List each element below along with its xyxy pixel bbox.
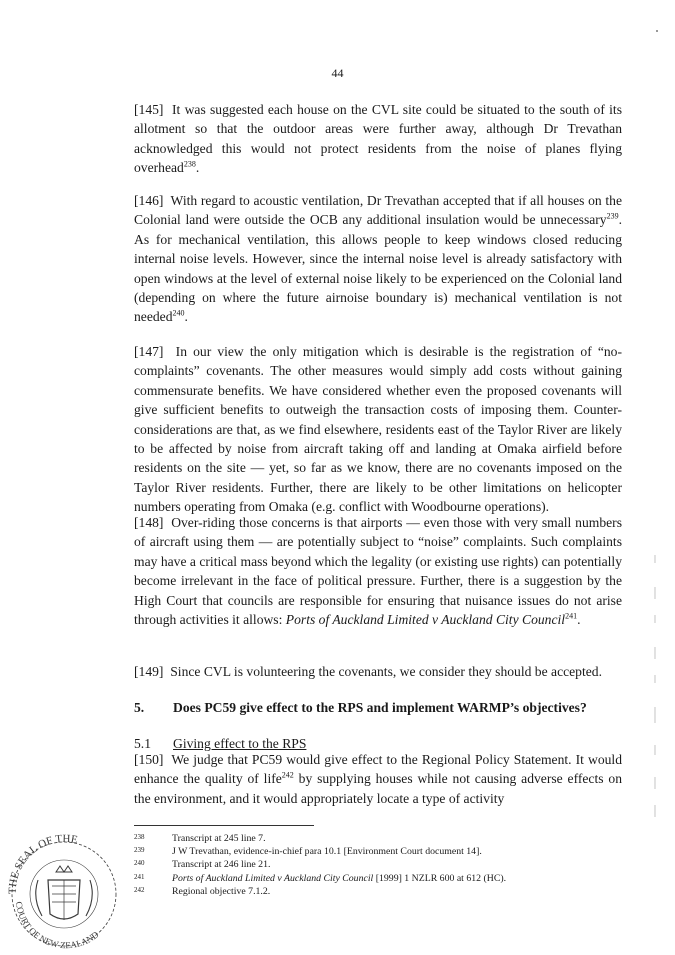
paragraph-text-end: by supplying houses while not causing adverse effects on the environment, and it would appropriately locate a type of activity (134, 771, 622, 806)
footnote-number: 241 (134, 872, 145, 881)
footnote-text: J W Trevathan, evidence-in-chief para 10.1 [Environment Court document 14]. (172, 846, 482, 858)
paragraph-number: [150] (134, 752, 164, 767)
footnote-239 (134, 845, 614, 858)
seal-text-bottom: COURT OF NEW ZEALAND (13, 900, 101, 951)
footnote-text (172, 872, 614, 885)
paragraph-text: With regard to acoustic ventilation, Dr Trevathan accepted that if all houses on the Colonial land were outside the OCB any additional insulation would be unnecessary (134, 193, 622, 228)
scan-speck (656, 30, 658, 32)
footnote-text: Transcript at 245 line 7. (172, 833, 266, 844)
paragraph-150 (134, 750, 622, 808)
footnote-text: Regional objective 7.1.2. (172, 885, 271, 897)
paragraph-147 (134, 342, 622, 517)
footnote-ref: 242 (281, 770, 294, 780)
case-citation: Ports of Auckland Limited v Auckland City Council (285, 612, 566, 628)
section-heading (134, 700, 634, 716)
paragraph-text-cont: . As for mechanical ventilation, this allows people to keep windows closed reducing internal noise levels. However, since the internal noise level is already satisfactory with open windows at the level of external noise likely to be experienced on the Colonial land (depending on where the future airnoise boundary is) mechanical ventilation is not needed (134, 212, 622, 325)
footnote-number: 239 (134, 846, 145, 855)
seal-text-top: THE SEAL OF THE (6, 832, 79, 895)
paragraph-text-end: . (577, 612, 581, 628)
paragraph-text: It was suggested each house on the CVL site could be situated to the south of its allotment so that the outdoor areas were further away, although Dr Trevathan acknowledged this would not protect residents from the noise of planes flying overhead (134, 102, 622, 176)
paragraph-text-end: . (195, 160, 200, 176)
paragraph-text: We judge that PC59 would give effect to the Regional Policy Statement. It would enhance the quality of life (134, 752, 622, 787)
footnotes (134, 832, 614, 898)
paragraph-number: [147] (134, 344, 164, 359)
court-seal (2, 828, 124, 952)
paragraph-149 (134, 662, 622, 681)
footnote-text: Transcript at 246 line 21. (172, 859, 271, 871)
footnote-241 (134, 872, 614, 885)
paragraph-148 (134, 513, 622, 629)
footnote-242 (134, 885, 614, 898)
paragraph-text-end: . (184, 309, 188, 325)
footnote-238 (134, 832, 614, 845)
paragraph-text: In our view the only mitigation which is desirable is the registration of “no-complaints” covenants. The other measures would simply add costs without gaining commensurate benefits. We have considered whether even the proposed covenants will give sufficient benefits to outweigh the transaction costs of imposing them. Counter-considerations are that, as we find elsewhere, residents east of the Taylor River are likely to be affected by noise from aircraft taking off and landing at Omaka airfield before residents on the site — yet, so far as we know, there are no covenants imposed on the Taylor River residents. Further, there are likely to be other limitations on helicopter numbers operating from Omaka (e.g. conflict with Woodbourne operations). (134, 344, 622, 515)
footnote-ref: 238 (183, 159, 196, 169)
footnote-ref: 240 (172, 308, 185, 318)
paragraph-number: [146] (134, 193, 164, 208)
subsection-title: Giving effect to the RPS (173, 736, 307, 751)
page-number: 44 (331, 66, 344, 80)
paragraph-number: [148] (134, 515, 164, 530)
paragraph-number: [149] (134, 664, 164, 679)
paragraph-146 (134, 191, 622, 327)
subsection-number: 5.1 (134, 736, 151, 751)
footnote-number: 242 (134, 885, 145, 894)
footnote-240 (134, 858, 614, 871)
footnote-number: 238 (134, 833, 145, 841)
citation-details: [1999] 1 NZLR 600 at 612 (HC). (373, 872, 507, 884)
section-title: Does PC59 give effect to the RPS and implement WARMP’s objectives? (173, 700, 587, 715)
section-number: 5. (134, 700, 145, 715)
case-citation: Ports of Auckland Limited v Auckland City Council (172, 872, 374, 884)
paragraph-text: Since CVL is volunteering the covenants, we consider they should be accepted. (170, 664, 602, 679)
footnote-number: 240 (134, 859, 145, 868)
footnote-ref: 239 (606, 211, 619, 221)
paragraph-number: [145] (134, 102, 164, 117)
scan-margin-marks (652, 555, 658, 825)
footnote-ref: 241 (565, 611, 578, 621)
paragraph-145 (134, 100, 622, 178)
paragraph-text: Over-riding those concerns is that airports — even those with very small numbers of aircraft using them — are potentially subject to “noise” complaints. Such complaints may have a critical mass beyond which the legality (or existing use rights) can potentially become irrelevant in the face of political pressure. Further, there is a suggestion by the High Court that councils are responsible for ensuring that nuisance issues do not arise through activities it allows: (134, 515, 622, 628)
footnote-separator (134, 825, 314, 826)
